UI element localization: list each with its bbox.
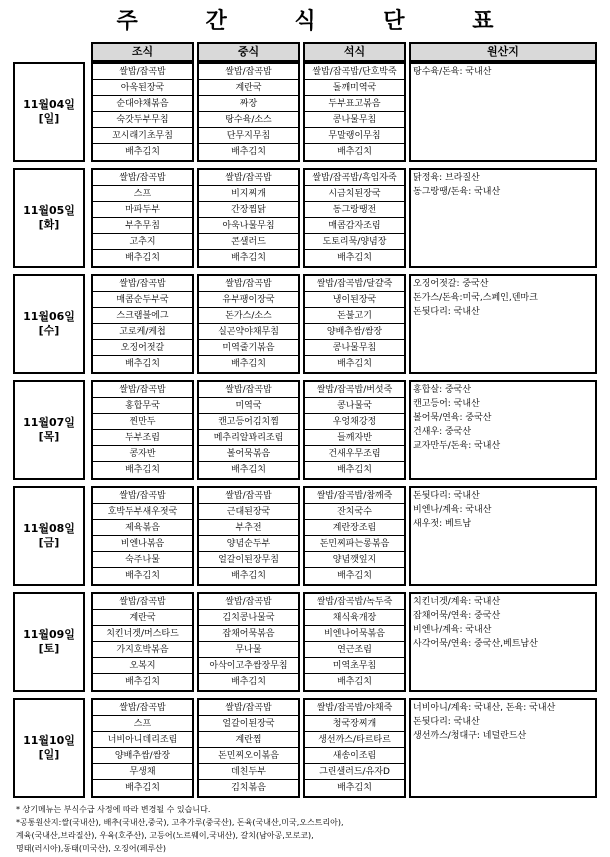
menu-item: 배추김치 (231, 465, 266, 475)
breakfast-column (91, 274, 194, 374)
menu-item: 콘샐러드 (199, 234, 298, 250)
lunch-column (197, 168, 300, 268)
dinner-column (303, 380, 406, 480)
menu-item: 배추김치 (125, 571, 160, 581)
menu-item: 짜장 (199, 96, 298, 112)
origin-line: 건새우: 중국산 (413, 427, 472, 437)
menu-item: 계란국 (199, 80, 298, 96)
menu-item: 돈불고기 (305, 308, 404, 324)
menu-item: 비엔나볶음 (93, 536, 192, 552)
origin-line: 생선까스/청대구: 네덜란드산 (413, 731, 527, 741)
menu-item: 새송이조림 (305, 748, 404, 764)
menu-item: 배추김치 (337, 571, 372, 581)
menu-item: 배추김치 (231, 253, 266, 263)
origin-line: 너비아니/계육: 국내산, 돈육: 국내산 (413, 703, 556, 713)
menu-item: 배추김치 (337, 147, 372, 157)
menu-item: 쌀밥/잡곡밥 (93, 64, 192, 80)
menu-item: 콩나물무침 (305, 340, 404, 356)
day-weekday: [수] (38, 324, 60, 337)
menu-item: 배추김치 (337, 783, 372, 793)
dinner-column (303, 62, 406, 162)
menu-item: 쌀밥/잡곡밥/녹두죽 (305, 594, 404, 610)
menu-item: 냉이된장국 (305, 292, 404, 308)
dinner-column (303, 486, 406, 586)
origin-line: 돈뒷다리: 국내산 (413, 307, 480, 317)
day-label (13, 168, 85, 268)
day-label (13, 698, 85, 798)
day-date: 11월08일 (23, 522, 75, 535)
origin-line: 사각어묵/연육: 중국산,베트남산 (413, 639, 538, 649)
origin-line: 돈뒷다리: 국내산 (413, 717, 480, 727)
menu-item: 채식육개장 (305, 610, 404, 626)
dinner-column (303, 168, 406, 268)
menu-item: 부추무침 (93, 218, 192, 234)
menu-item: 매콤감자조림 (305, 218, 404, 234)
origin-column (409, 380, 597, 480)
menu-item: 쌀밥/잡곡밥/버섯죽 (305, 382, 404, 398)
lunch-column (197, 486, 300, 586)
menu-item: 간장찜닭 (199, 202, 298, 218)
menu-item: 배추김치 (231, 571, 266, 581)
menu-item: 가지호박볶음 (93, 642, 192, 658)
menu-item: 시금치된장국 (305, 186, 404, 202)
footnote-line: *공통원산지:쌀(국내산), 배추(국내산,중국), 고추가루(중국산), 돈육(국내산,미국,오스트리아), (16, 818, 344, 827)
menu-item: 쌀밥/잡곡밥/단호박죽 (305, 64, 404, 80)
day-label (13, 592, 85, 692)
menu-item: 그린샐러드/유자D (305, 764, 404, 780)
day-weekday: [토] (38, 642, 60, 655)
dinner-column (303, 698, 406, 798)
menu-item: 스프 (93, 716, 192, 732)
day-label (13, 274, 85, 374)
menu-item: 메추리알꽈리조림 (199, 430, 298, 446)
menu-item: 볼어묵볶음 (199, 446, 298, 462)
menu-item: 쌀밥/잡곡밥/달걀죽 (305, 276, 404, 292)
menu-item: 잡채어묵볶음 (199, 626, 298, 642)
menu-item: 호박두부새우젓국 (93, 504, 192, 520)
menu-item: 무말랭이무침 (305, 128, 404, 144)
day-date: 11월05일 (23, 204, 75, 217)
breakfast-column (91, 486, 194, 586)
menu-item: 배추김치 (125, 253, 160, 263)
menu-item: 홍합무국 (93, 398, 192, 414)
origin-line: 치킨너겟/계육: 국내산 (413, 597, 501, 607)
menu-item: 얼갈이된장국 (199, 716, 298, 732)
menu-item: 배추김치 (125, 677, 160, 687)
origin-column (409, 486, 597, 586)
menu-item: 배추김치 (337, 253, 372, 263)
menu-item: 쌀밥/잡곡밥 (199, 594, 298, 610)
menu-item: 스프 (93, 186, 192, 202)
menu-item: 아삭이고추쌈장무침 (199, 658, 298, 674)
menu-item: 배추김치 (337, 465, 372, 475)
menu-item: 돈가스/소스 (199, 308, 298, 324)
day-weekday: [화] (38, 218, 60, 231)
origin-line: 돈가스/돈육:미국,스페인,덴마크 (413, 293, 538, 303)
day-date: 11월07일 (23, 416, 75, 429)
menu-item: 배추김치 (231, 147, 266, 157)
origin-line: 잡채어묵/연육: 중국산 (413, 611, 501, 621)
menu-item: 양배추쌈/쌈장 (93, 748, 192, 764)
day-weekday: [일] (38, 112, 60, 125)
menu-item: 배추김치 (337, 677, 372, 687)
menu-item: 잔치국수 (305, 504, 404, 520)
menu-item: 배추김치 (231, 359, 266, 369)
origin-line: 동그랑땡/돈육: 국내산 (413, 187, 501, 197)
menu-item: 찐만두 (93, 414, 192, 430)
menu-item: 순대야채볶음 (93, 96, 192, 112)
menu-item: 양념순두부 (199, 536, 298, 552)
origin-line: 비엔나/계육: 국내산 (413, 625, 492, 635)
header-origin: 원산지 (409, 42, 597, 62)
lunch-column (197, 698, 300, 798)
header-breakfast: 조식 (91, 42, 194, 62)
menu-item: 스크램블에그 (93, 308, 192, 324)
menu-item: 매콤순두부국 (93, 292, 192, 308)
menu-item: 계란장조림 (305, 520, 404, 536)
breakfast-column (91, 380, 194, 480)
menu-item: 숙갓두부무침 (93, 112, 192, 128)
menu-item: 건새우무조림 (305, 446, 404, 462)
menu-item: 무생채 (93, 764, 192, 780)
breakfast-column (91, 168, 194, 268)
origin-line: 탕수육/돈육: 국내산 (413, 67, 492, 77)
menu-item: 너비아니데리조림 (93, 732, 192, 748)
origin-line: 볼어묵/연육: 중국산 (413, 413, 492, 423)
menu-item: 콩나물국 (305, 398, 404, 414)
origin-line: 비엔나/계육: 국내산 (413, 505, 492, 515)
menu-item: 근대된장국 (199, 504, 298, 520)
dinner-column (303, 274, 406, 374)
menu-item: 우엉채강정 (305, 414, 404, 430)
origin-line: 오징어젓갈: 중국산 (413, 279, 489, 289)
menu-item: 오복지 (93, 658, 192, 674)
menu-item: 탕수육/소스 (199, 112, 298, 128)
day-weekday: [목] (38, 430, 60, 443)
menu-item: 얼갈이된장무침 (199, 552, 298, 568)
menu-item: 들깨자반 (305, 430, 404, 446)
menu-item: 쌀밥/잡곡밥 (93, 488, 192, 504)
menu-item: 아욱된장국 (93, 80, 192, 96)
menu-item: 배추김치 (231, 677, 266, 687)
menu-item: 청국장찌개 (305, 716, 404, 732)
origin-line: 교자만두/돈육: 국내산 (413, 441, 501, 451)
menu-item: 연근조림 (305, 642, 404, 658)
header-lunch: 중식 (197, 42, 300, 62)
menu-item: 비지찌개 (199, 186, 298, 202)
day-label (13, 380, 85, 480)
menu-item: 양배추쌈/쌈장 (305, 324, 404, 340)
menu-item: 쌀밥/잡곡밥 (199, 64, 298, 80)
origin-column (409, 62, 597, 162)
menu-item: 도토리묵/양념장 (305, 234, 404, 250)
menu-item: 쌀밥/잡곡밥 (93, 382, 192, 398)
menu-item: 쌀밥/잡곡밥 (199, 276, 298, 292)
day-label (13, 62, 85, 162)
menu-item: 비엔나어묵볶음 (305, 626, 404, 642)
page-title: 주 간 식 단 표 (116, 9, 524, 34)
menu-item: 콩자반 (93, 446, 192, 462)
menu-item: 쌀밥/잡곡밥/흑임자죽 (305, 170, 404, 186)
day-date: 11월09일 (23, 628, 75, 641)
menu-item: 숙주나물 (93, 552, 192, 568)
menu-item: 쌀밥/잡곡밥 (93, 170, 192, 186)
menu-item: 실곤약야채무침 (199, 324, 298, 340)
footnote-line: 명태(러시아),동태(미국산), 오징어(페루산) (16, 844, 167, 853)
lunch-column (197, 380, 300, 480)
menu-item: 오징어젓갈 (93, 340, 192, 356)
day-label (13, 486, 85, 586)
origin-line: 홍합살: 중국산 (413, 385, 472, 395)
menu-item: 미역초무침 (305, 658, 404, 674)
menu-item: 캔고등어김치찜 (199, 414, 298, 430)
origin-line: 새우젓: 베트남 (413, 519, 472, 529)
menu-item: 돌깨미역국 (305, 80, 404, 96)
menu-item: 돈민찌오이볶음 (199, 748, 298, 764)
menu-item: 쌀밥/잡곡밥/야채죽 (305, 700, 404, 716)
origin-column (409, 698, 597, 798)
menu-item: 동그랑땡전 (305, 202, 404, 218)
menu-item: 쌀밥/잡곡밥/참깨죽 (305, 488, 404, 504)
menu-item: 미역줄기볶음 (199, 340, 298, 356)
menu-item: 배추김치 (125, 147, 160, 157)
day-weekday: [금] (38, 536, 60, 549)
footnote-line: * 상기메뉴는 부식수급 사정에 따라 변경될 수 있습니다. (16, 805, 211, 814)
menu-item: 제육볶음 (93, 520, 192, 536)
menu-item: 돈민찌파는롱볶음 (305, 536, 404, 552)
lunch-column (197, 274, 300, 374)
footnote-line: 계육(국내산,브라질산), 우육(호주산), 고등어(노르웨이,국내산), 갈치(남아공,모로코), (16, 831, 314, 840)
day-date: 11월06일 (23, 310, 75, 323)
menu-item: 고추지 (93, 234, 192, 250)
menu-item: 두부조림 (93, 430, 192, 446)
menu-item: 쌀밥/잡곡밥 (93, 700, 192, 716)
menu-item: 배추김치 (125, 783, 160, 793)
origin-line: 돈뒷다리: 국내산 (413, 491, 480, 501)
origin-column (409, 592, 597, 692)
breakfast-column (91, 592, 194, 692)
header-dinner: 석식 (303, 42, 406, 62)
menu-item: 계란찜 (199, 732, 298, 748)
breakfast-column (91, 62, 194, 162)
menu-item: 생선까스/타르타르 (305, 732, 404, 748)
menu-item: 쌀밥/잡곡밥 (199, 488, 298, 504)
menu-item: 아욱나물무침 (199, 218, 298, 234)
menu-item: 콩나물무침 (305, 112, 404, 128)
menu-item: 쌀밥/잡곡밥 (93, 594, 192, 610)
menu-item: 고로케/케첩 (93, 324, 192, 340)
lunch-column (197, 592, 300, 692)
menu-item: 김치콩나물국 (199, 610, 298, 626)
breakfast-column (91, 698, 194, 798)
menu-item: 유부팽이장국 (199, 292, 298, 308)
menu-item: 부추전 (199, 520, 298, 536)
day-date: 11월10일 (23, 734, 75, 747)
menu-item: 계란국 (93, 610, 192, 626)
menu-item: 양념깻잎지 (305, 552, 404, 568)
menu-item: 김치볶음 (231, 783, 266, 793)
lunch-column (197, 62, 300, 162)
origin-line: 캔고등어: 국내산 (413, 399, 480, 409)
origin-column (409, 168, 597, 268)
menu-item: 단무지무침 (199, 128, 298, 144)
menu-item: 마파두부 (93, 202, 192, 218)
menu-item: 데친두부 (199, 764, 298, 780)
origin-line: 닭정육: 브라질산 (413, 173, 480, 183)
menu-item: 두부표고볶음 (305, 96, 404, 112)
menu-item: 쌀밥/잡곡밥 (93, 276, 192, 292)
menu-item: 배추김치 (337, 359, 372, 369)
menu-item: 배추김치 (125, 359, 160, 369)
menu-item: 쌀밥/잡곡밥 (199, 170, 298, 186)
menu-item: 미역국 (199, 398, 298, 414)
menu-item: 꼬시래기초무침 (93, 128, 192, 144)
menu-item: 무나물 (199, 642, 298, 658)
origin-column (409, 274, 597, 374)
menu-item: 배추김치 (125, 465, 160, 475)
day-weekday: [일] (38, 748, 60, 761)
menu-item: 쌀밥/잡곡밥 (199, 382, 298, 398)
day-date: 11월04일 (23, 98, 75, 111)
footnotes (16, 803, 596, 855)
dinner-column (303, 592, 406, 692)
menu-item: 치킨너겟/머스타드 (93, 626, 192, 642)
menu-item: 쌀밥/잡곡밥 (199, 700, 298, 716)
